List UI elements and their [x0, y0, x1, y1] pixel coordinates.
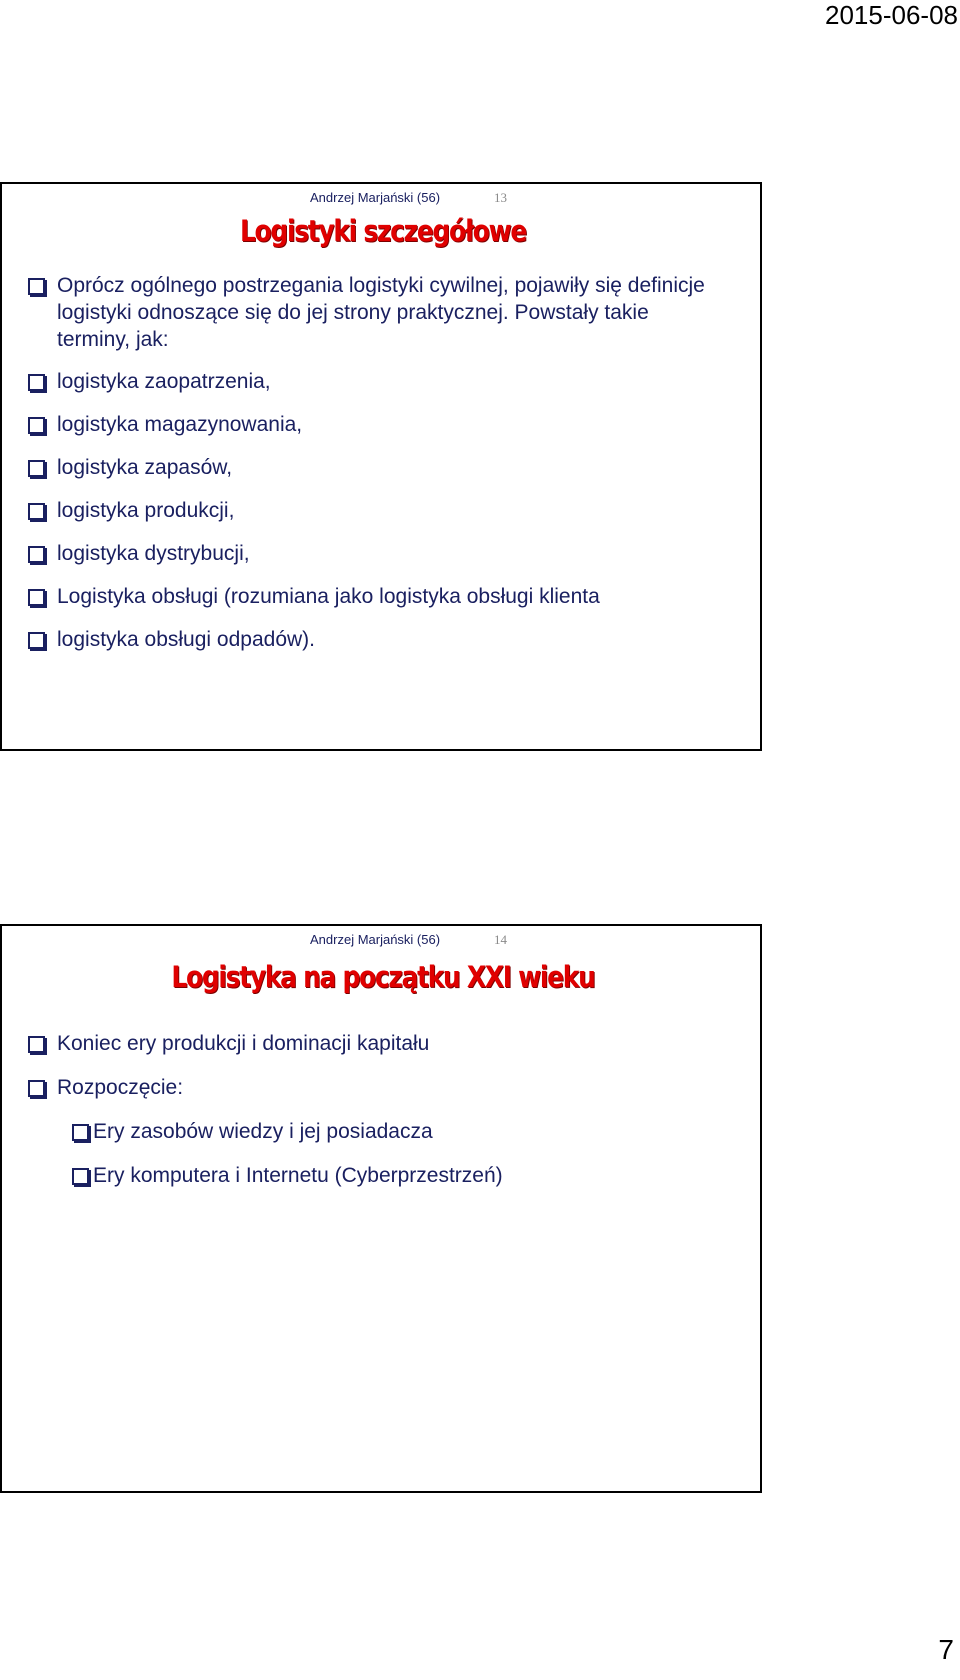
item-text: logistyka produkcji, [57, 499, 235, 522]
list-item [28, 583, 717, 610]
checkbox-bullet-icon [28, 374, 45, 391]
page-number: 7 [938, 1634, 954, 1665]
slide-title: Logistyki szczegółowe [239, 214, 527, 248]
slide-13 [0, 182, 762, 751]
checkbox-bullet-icon [28, 589, 45, 606]
slide-author: Andrzej Marjański (56) [310, 932, 441, 947]
item-text: logistyka obsługi odpadów). [57, 628, 315, 651]
sub-list-item [28, 1118, 503, 1145]
item-text: logistyka zapasów, [57, 456, 233, 479]
slide-number: 13 [494, 190, 507, 205]
checkbox-bullet-icon [72, 1124, 89, 1141]
checkbox-bullet-icon [28, 632, 45, 649]
checkbox-bullet-icon [28, 1036, 45, 1053]
item-text: logistyka zaopatrzenia, [57, 370, 271, 393]
list-item [28, 454, 717, 481]
item-text: Koniec ery produkcji i dominacji kapitału [57, 1032, 430, 1055]
checkbox-bullet-icon [28, 460, 45, 477]
item-text: Logistyka obsługi (rozumiana jako logistyka obsługi klienta [57, 585, 600, 608]
checkbox-bullet-icon [28, 278, 45, 295]
sub-list-item [28, 1162, 503, 1189]
list-item [28, 272, 717, 353]
checkbox-bullet-icon [28, 546, 45, 563]
list-item [28, 626, 717, 653]
list-item [28, 1030, 503, 1057]
bullet-list [28, 1030, 503, 1206]
slide-author: Andrzej Marjański (56) [310, 190, 441, 205]
subitem-text: Ery komputera i Internetu (Cyberprzestrzeń) [93, 1164, 503, 1187]
checkbox-bullet-icon [28, 1080, 45, 1097]
item-text: logistyka magazynowania, [57, 413, 303, 436]
item-text: Rozpoczęcie: [57, 1076, 184, 1099]
list-item [28, 540, 717, 567]
slide-14 [0, 924, 762, 1493]
list-item [28, 497, 717, 524]
bullet-list [28, 272, 717, 669]
item-text: logistyka dystrybucji, [57, 542, 250, 565]
list-item [28, 1074, 503, 1101]
intro-text: Oprócz ogólnego postrzegania logistyki cywilnej, pojawiły się definicje logistyki odnoszące się do jej strony praktycznej. Powstały takie terminy, jak: [57, 274, 705, 351]
checkbox-bullet-icon [72, 1168, 89, 1185]
list-item [28, 411, 717, 438]
slide-number: 14 [494, 932, 507, 947]
checkbox-bullet-icon [28, 503, 45, 520]
checkbox-bullet-icon [28, 417, 45, 434]
page-date: 2015-06-08 [825, 0, 958, 30]
list-item [28, 368, 717, 395]
subitem-text: Ery zasobów wiedzy i jej posiadacza [93, 1120, 433, 1143]
slide-title: Logistyka na początku XXI wieku [171, 960, 595, 994]
